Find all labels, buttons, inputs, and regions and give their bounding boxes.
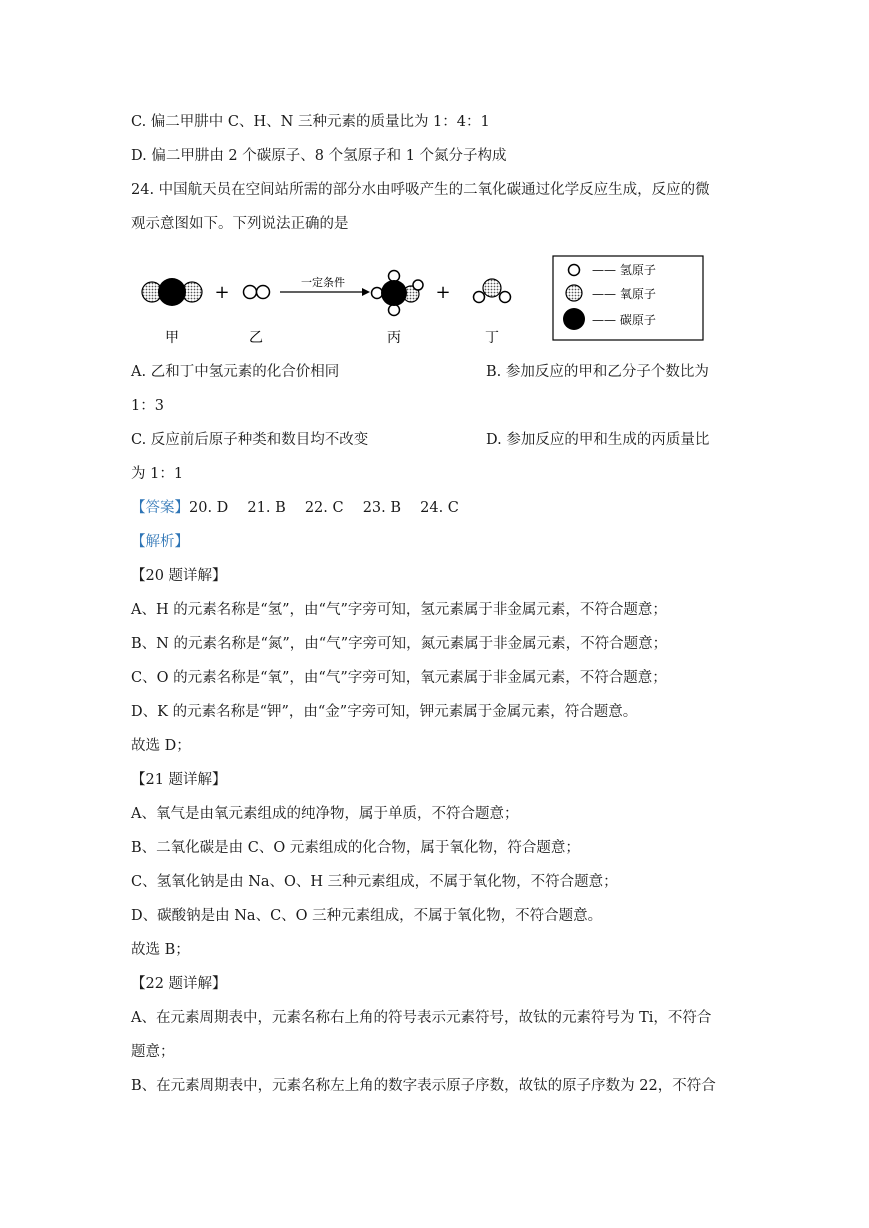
heading-21: 【21 题详解】 — [131, 772, 227, 788]
solution-21c: C、氢氧化钠是由 Na、O、H 三种元素组成，不属于氧化物，不符合题意； — [131, 874, 618, 890]
option-24a: A. 乙和丁中氢元素的化合价相同 — [131, 364, 340, 380]
solution-21-end: 故选 B； — [131, 942, 190, 958]
solution-22b: B、在元素周期表中，元素名称左上角的数字表示原子序数，故钛的原子序数为 22，不符合 — [131, 1078, 716, 1094]
solution-20d: D、K 的元素名称是“钾”，由“金”字旁可知，钾元素属于金属元素，符合题意。 — [131, 704, 638, 720]
solution-21b: B、二氧化碳是由 C、O 元素组成的化合物，属于氧化物，符合题意； — [131, 840, 580, 856]
plus-sign-2: + — [435, 282, 451, 303]
carbon-atom-icon — [563, 308, 585, 330]
reaction-diagram — [130, 252, 750, 352]
question-24-stem: 24. 中国航天员在空间站所需的部分水由呼吸产生的二氧化碳通过化学反应生成，反应的微 — [131, 182, 710, 198]
legend-carbon: —— 碳原子 — [592, 313, 656, 327]
reaction-condition: 一定条件 — [301, 276, 345, 289]
molecule-jia — [142, 278, 202, 306]
analysis-tag: 【解析】 — [131, 534, 189, 550]
heading-22: 【22 题详解】 — [131, 976, 227, 992]
answer-text: 20. D 21. B 22. C 23. B 24. C — [189, 500, 459, 516]
option-23c: C. 偏二甲肼中 C、H、N 三种元素的质量比为 1：4：1 — [131, 114, 490, 130]
option-23d: D. 偏二甲肼由 2 个碳原子、8 个氢原子和 1 个氮分子构成 — [131, 148, 507, 164]
label-ding: 丁 — [485, 330, 499, 346]
option-24d-cont: 为 1：1 — [131, 466, 184, 482]
solution-20b: B、N 的元素名称是“氮”，由“气”字旁可知，氮元素属于非金属元素，不符合题意； — [131, 636, 668, 652]
option-24b: B. 参加反应的甲和乙分子个数比为 — [486, 364, 709, 380]
answer-tag: 【答案】 — [131, 500, 189, 516]
reaction-arrow — [280, 288, 370, 296]
legend-hydrogen: —— 氢原子 — [592, 263, 656, 277]
solution-21d: D、碳酸钠是由 Na、C、O 三种元素组成，不属于氧化物，不符合题意。 — [131, 908, 603, 924]
diagram-legend — [553, 256, 703, 340]
question-24-stem-cont: 观示意图如下。下列说法正确的是 — [131, 216, 349, 232]
molecule-yi — [244, 286, 270, 299]
solution-20-end: 故选 D； — [131, 738, 191, 754]
solution-22a-cont: 题意； — [131, 1044, 175, 1060]
solution-20a: A、H 的元素名称是“氢”，由“气”字旁可知，氢元素属于非金属元素，不符合题意； — [131, 602, 667, 618]
option-24b-cont: 1：3 — [131, 398, 164, 414]
label-yi: 乙 — [249, 330, 263, 346]
option-24c: C. 反应前后原子种类和数目均不改变 — [131, 432, 369, 448]
hydrogen-atom-icon — [569, 265, 580, 276]
solution-21a: A、氧气是由氧元素组成的纯净物，属于单质，不符合题意； — [131, 806, 519, 822]
label-jia: 甲 — [165, 330, 179, 346]
solution-20c: C、O 的元素名称是“氧”，由“气”字旁可知，氧元素属于非金属元素，不符合题意； — [131, 670, 667, 686]
oxygen-atom-icon — [566, 285, 582, 301]
legend-oxygen: —— 氧原子 — [592, 287, 656, 301]
label-bing: 丙 — [387, 330, 401, 346]
molecule-bing — [372, 271, 424, 316]
heading-20: 【20 题详解】 — [131, 568, 227, 584]
molecule-ding — [474, 279, 511, 303]
option-24d: D. 参加反应的甲和生成的丙质量比 — [486, 432, 710, 448]
solution-22a: A、在元素周期表中，元素名称右上角的符号表示元素符号，故钛的元素符号为 Ti，不符合 — [131, 1010, 712, 1026]
plus-sign-1: + — [214, 282, 230, 303]
answer-line — [131, 498, 459, 518]
